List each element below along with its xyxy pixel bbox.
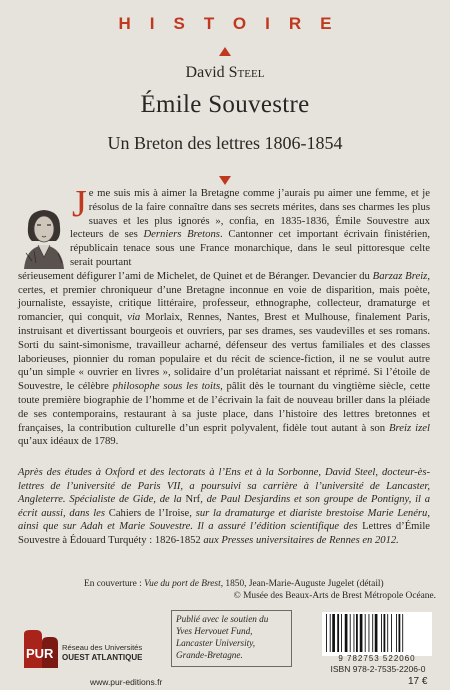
bio-text: Après des études à Oxford et des lectorats à l’Ens et à la Sorbonne, David Steel, docteur-ès-lettres de l’université de Paris VII, a poursuivi sa carrière à l’université de Lancaster, Angleterre. Spécialiste de Gide, de la bbox=[18, 467, 430, 506]
blurb-emphasis: Derniers Bretons bbox=[143, 228, 220, 241]
blurb-text: sérieusement défigurer l’ami de Michelet, de Quinet et de Béranger. Devancier du bbox=[18, 269, 373, 282]
publisher-website: www.pur-editions.fr bbox=[90, 677, 163, 687]
blurb-main bbox=[18, 270, 430, 449]
blurb-emphasis: Breiz izel bbox=[389, 421, 430, 434]
price: 17 € bbox=[408, 676, 428, 687]
blurb-text: , pâlit dès le tournant du vingtième siècle, cette toute première biographie de l’homme et de l’écrivain la fait de nouveau briller dans la pléiade de ses contemporains, restaurant à sa juste place, dans l’histoire des lettres bretonnes et françaises, la contribution culturelle d’un esprit polyvalent, fidèle tout autant à son bbox=[18, 380, 431, 434]
blurb-line: 1835-1836, Émile Souvestre aux lecteurs de ses bbox=[70, 214, 430, 241]
blurb-line: femme, et je résolus de la faire connaître dans ses secrets mérites, bbox=[88, 187, 431, 213]
blurb-line: dans ses charmes les plus suaves et les plus ignorés », confia, en bbox=[88, 200, 430, 227]
support-line: Lancaster University, bbox=[176, 638, 256, 648]
author-bio bbox=[18, 466, 430, 548]
support-line: Yves Hervouet Fund, bbox=[176, 626, 253, 636]
credit-details: , 1850, Jean-Marie-Auguste Jugelet (détail) bbox=[220, 579, 384, 589]
barcode bbox=[322, 612, 432, 656]
credit-work: Vue du port de Brest bbox=[144, 579, 221, 589]
logo-line2: OUEST ATLANTIQUE bbox=[62, 653, 142, 662]
bio-text: , sur la dramaturge et diariste brestoise Marie Lenéru, ainsi que sur Adah et Marie Souvestre. Il a assuré l’édition scientifique des bbox=[18, 507, 430, 533]
logo-line1: Réseau des Universités bbox=[62, 643, 142, 652]
blurb bbox=[18, 183, 431, 449]
book-title: Émile Souvestre bbox=[140, 91, 310, 118]
series-label: HISTOIRE bbox=[118, 14, 351, 33]
support-box bbox=[171, 610, 292, 667]
bio-roman: Nrf bbox=[185, 494, 201, 506]
triangle-up-ornament bbox=[219, 47, 231, 56]
bio-roman: Lettres d’Émile Souvestre à Édouard Turquéty : 1826-1852 bbox=[18, 521, 430, 546]
blurb-emphasis: Barzaz Breiz bbox=[372, 269, 428, 282]
blurb-text: qu’aux idéaux de 1789. bbox=[18, 435, 119, 448]
blurb-line: e me suis mis à aimer la Bretagne comme j’aurais pu aimer une bbox=[88, 187, 372, 199]
blurb-intro bbox=[70, 183, 431, 270]
support-line: Publié avec le soutien du bbox=[176, 614, 269, 624]
bio-text: aux Presses universitaires de Rennes en 2012. bbox=[200, 534, 399, 546]
book-subtitle: Un Breton des lettres 1806-1854 bbox=[107, 133, 343, 153]
blurb-line: . bbox=[219, 228, 223, 241]
isbn: ISBN 978-2-7535-2206-0 bbox=[330, 664, 426, 674]
logo-letters: PUR bbox=[26, 646, 54, 661]
credit-copyright: © Musée des Beaux-Arts de Brest Métropole Océane. bbox=[233, 591, 436, 601]
author-last-name: Steel bbox=[228, 64, 265, 81]
blurb-line: une France monarchique, dans le seul pittoresque celte serait pourtant bbox=[70, 242, 430, 268]
blurb-emphasis: via bbox=[127, 311, 141, 324]
author-name bbox=[0, 64, 450, 82]
triangle-down-ornament bbox=[219, 176, 231, 185]
blurb-emphasis: philosophe sous les toits bbox=[112, 380, 221, 393]
bio-roman: Cahiers de l’Iroise bbox=[108, 507, 190, 519]
cover-credit bbox=[84, 578, 436, 602]
blurb-line: Cantonner cet important écrivain finistérien, républicain tenace sous bbox=[70, 228, 430, 255]
author-first-name: David bbox=[185, 64, 225, 81]
pur-logo bbox=[22, 628, 142, 670]
blurb-text: , certes, et premier chroniqueur d’une Bretagne inconnue en voie de disparition, mais poète, journaliste, essayiste, critique littéraire, professeur, ethnographe, collecteur, dramaturge et romancier, qui conquit, bbox=[18, 269, 430, 324]
credit-label: En couverture : bbox=[84, 579, 145, 589]
bio-text: , de Paul Desjardins et son groupe de Pontigny, il a écrit aussi, dans les bbox=[18, 494, 431, 519]
barcode-digits: 9 782753 522060 bbox=[338, 654, 416, 663]
blurb-text: Morlaix, Rennes, Nantes, Brest et Mulhouse, finalement Paris, instruisant et divertissant bourgeois et ouvriers, par ses drames, ses vaudevilles et ses romans. Sorti du saint-simonisme, travailleur acharné, défenseur des vertus familiales et des classes laborieuses, pionnier du roman populaire et du récit de science-fiction, il ne se voulut autre qu’un simple « ouvrier en livres », solidaire d’un prolétariat naissant et réprimé. Si l’étoile de Souvestre, le célèbre bbox=[18, 311, 431, 393]
drop-cap: J bbox=[72, 183, 87, 225]
support-line: Grande-Bretagne. bbox=[176, 650, 243, 660]
